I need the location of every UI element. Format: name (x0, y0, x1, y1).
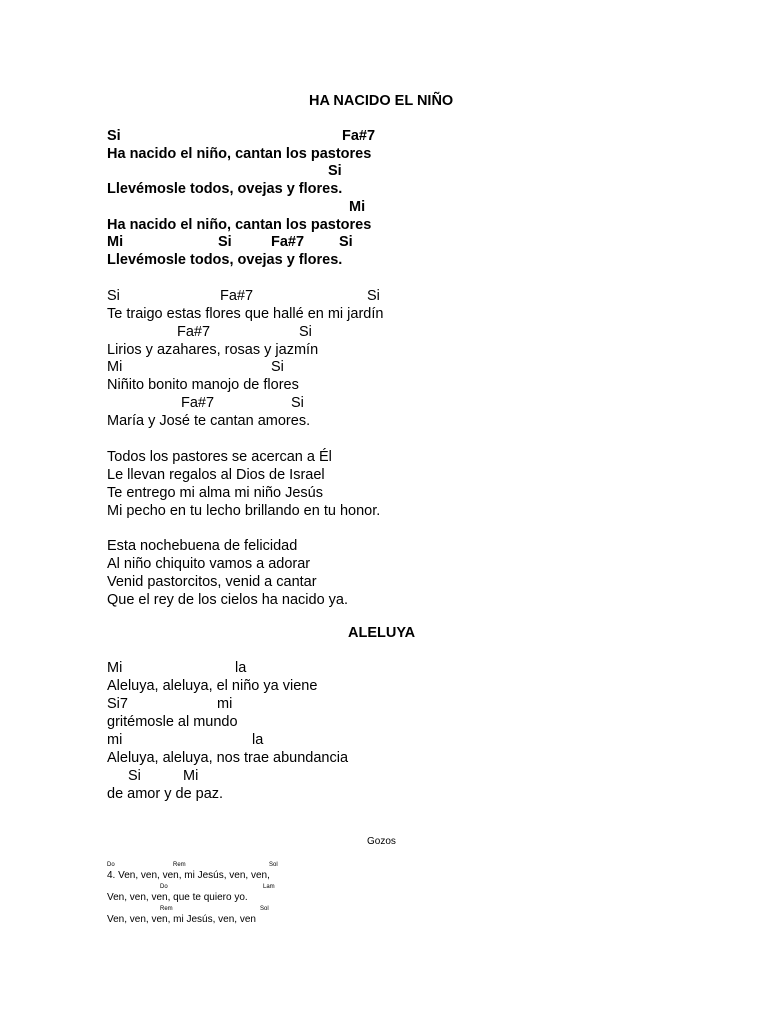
song-title: HA NACIDO EL NIÑO (309, 93, 454, 109)
chord: mi (217, 696, 233, 712)
lyric-line: Aleluya, aleluya, nos trae abundancia (107, 750, 349, 766)
section-title: ALELUYA (348, 625, 416, 641)
chord: Fa#7 (177, 324, 211, 340)
lyric-line: gritémosle al mundo (107, 714, 238, 730)
chord: mi (107, 732, 123, 748)
lyric-line: Ven, ven, ven, que te quiero yo. (107, 892, 248, 903)
chord: Sol (269, 862, 278, 868)
lyric-line: Te entrego mi alma mi niño Jesús (107, 485, 323, 501)
chord: la (235, 660, 247, 676)
chord: Rem (173, 862, 186, 868)
chord: Si (107, 128, 121, 144)
chord: Do (160, 884, 168, 890)
chord: Fa#7 (271, 234, 305, 250)
lyric-line: Ha nacido el niño, cantan los pastores (107, 217, 372, 233)
chord: Lam (263, 884, 275, 890)
lyric-line: 4. Ven, ven, ven, mi Jesús, ven, ven, (107, 870, 270, 881)
chord: Mi (107, 660, 123, 676)
lyric-line: Lirios y azahares, rosas y jazmín (107, 342, 319, 358)
chord: Fa#7 (181, 395, 215, 411)
chord: Mi (183, 768, 199, 784)
chord: Si (291, 395, 304, 411)
lyric-line: Llevémosle todos, ovejas y flores. (107, 181, 343, 197)
section-title: Gozos (367, 836, 396, 847)
lyric-line: María y José te cantan amores. (107, 413, 311, 429)
chord: Rem (160, 906, 173, 912)
chord: Si7 (107, 696, 128, 712)
lyric-line: Al niño chiquito vamos a adorar (107, 556, 311, 572)
chord: Sol (260, 906, 269, 912)
lyric-line: Le llevan regalos al Dios de Israel (107, 467, 325, 483)
chord: Si (107, 288, 120, 304)
lyric-line: Todos los pastores se acercan a Él (107, 449, 332, 465)
lyric-line: Te traigo estas flores que hallé en mi jardín (107, 306, 384, 322)
chord: Si (128, 768, 141, 784)
lyric-line: Ven, ven, ven, mi Jesús, ven, ven (107, 914, 256, 925)
chord: Fa#7 (220, 288, 254, 304)
lyric-line: Ha nacido el niño, cantan los pastores (107, 146, 372, 162)
chord: Fa#7 (342, 128, 376, 144)
lyric-line: Mi pecho en tu lecho brillando en tu honor. (107, 503, 381, 519)
chord: Si (328, 163, 342, 179)
lyric-line: Aleluya, aleluya, el niño ya viene (107, 678, 318, 694)
chord: Mi (107, 234, 124, 250)
chord: la (252, 732, 264, 748)
chord: Si (218, 234, 232, 250)
chord: Mi (349, 199, 366, 215)
lyric-line: Que el rey de los cielos ha nacido ya. (107, 592, 348, 608)
lyric-line: Venid pastorcitos, venid a cantar (107, 574, 317, 590)
lyric-line: Niñito bonito manojo de flores (107, 377, 299, 393)
lyric-line: Llevémosle todos, ovejas y flores. (107, 252, 343, 268)
lyric-line: Esta nochebuena de felicidad (107, 538, 298, 554)
chord: Do (107, 862, 115, 868)
lyric-line: de amor y de paz. (107, 786, 224, 802)
chord: Si (271, 359, 284, 375)
chord: Si (367, 288, 380, 304)
chord: Mi (107, 359, 123, 375)
chord: Si (339, 234, 353, 250)
chord: Si (299, 324, 312, 340)
